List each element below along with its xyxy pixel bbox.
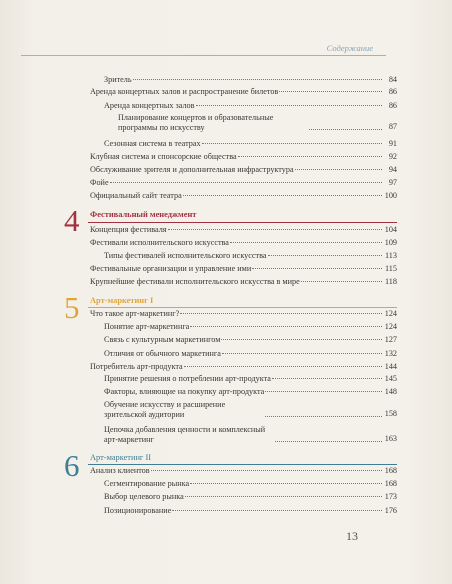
toc-entry: Фестивали исполнительского искусства 109 — [90, 238, 397, 247]
toc-entry: Фестивальные организации и управление ими 115 — [90, 264, 397, 273]
chapter-rule — [88, 464, 397, 465]
chapter-number: 6 — [64, 448, 80, 483]
toc-entry: Сегментирование рынка 168 — [104, 479, 397, 488]
page-number: 13 — [346, 529, 358, 543]
toc-entry: Зритель 84 — [104, 75, 397, 84]
toc-entry: Что такое арт-маркетинг? 124 — [90, 309, 397, 318]
toc-entry: Обучение искусству и расширение зрительской аудитории 158 — [104, 400, 397, 419]
chapter-number: 4 — [64, 203, 80, 238]
toc-entry: Анализ клиентов 168 — [90, 466, 397, 475]
toc-entry: Концепция фестиваля 104 — [90, 225, 397, 234]
toc-entry: Отличия от обычного маркетинга 132 — [104, 349, 397, 358]
toc-entry: Факторы, влияющие на покупку арт-продукта 148 — [104, 387, 397, 396]
toc-entry: Фойе 97 — [90, 178, 397, 187]
toc-entry: Аренда концертных залов и распространение билетов 86 — [90, 87, 397, 96]
chapter-rule — [88, 222, 397, 223]
toc-entry: Сезонная система в театрах 91 — [104, 139, 397, 148]
chapter-title: Фестивальный менеджмент — [90, 210, 197, 219]
toc-entry: Обслуживание зрителя и дополнительная инфраструктура 94 — [90, 165, 397, 174]
running-header: Содержание — [326, 43, 373, 53]
toc-entry: Клубная система и спонсорские общества 92 — [90, 152, 397, 161]
toc-entry: Понятие арт-маркетинга 124 — [104, 322, 397, 331]
chapter-rule — [88, 307, 397, 308]
chapter-number: 5 — [64, 290, 80, 325]
toc-entry: Позиционирование 176 — [104, 506, 397, 515]
toc-entry: Крупнейшие фестивали исполнительского искусства в мире 118 — [90, 277, 397, 286]
chapter-title: Арт-маркетинг I — [90, 296, 154, 305]
toc-entry: Выбор целевого рынка 173 — [104, 492, 397, 501]
toc-entry: Потребитель арт-продукта 144 — [90, 362, 397, 371]
toc-entry: Планирование концертов и образовательные программы по искусству 87 — [118, 113, 397, 132]
toc-entry: Типы фестивалей исполнительского искусства 113 — [104, 251, 397, 260]
chapter-title: Арт-маркетинг II — [90, 453, 152, 462]
toc-entry: Аренда концертных залов 86 — [104, 101, 397, 110]
toc-entry: Цепочка добавления ценности и комплексный арт-маркетинг 163 — [104, 425, 397, 444]
toc-entry: Принятие решения о потреблении арт-продукта 145 — [104, 374, 397, 383]
toc-entry: Официальный сайт театра 100 — [90, 191, 397, 200]
header-rule — [21, 55, 386, 56]
toc-entry: Связь с культурным маркетингом 127 — [104, 335, 397, 344]
